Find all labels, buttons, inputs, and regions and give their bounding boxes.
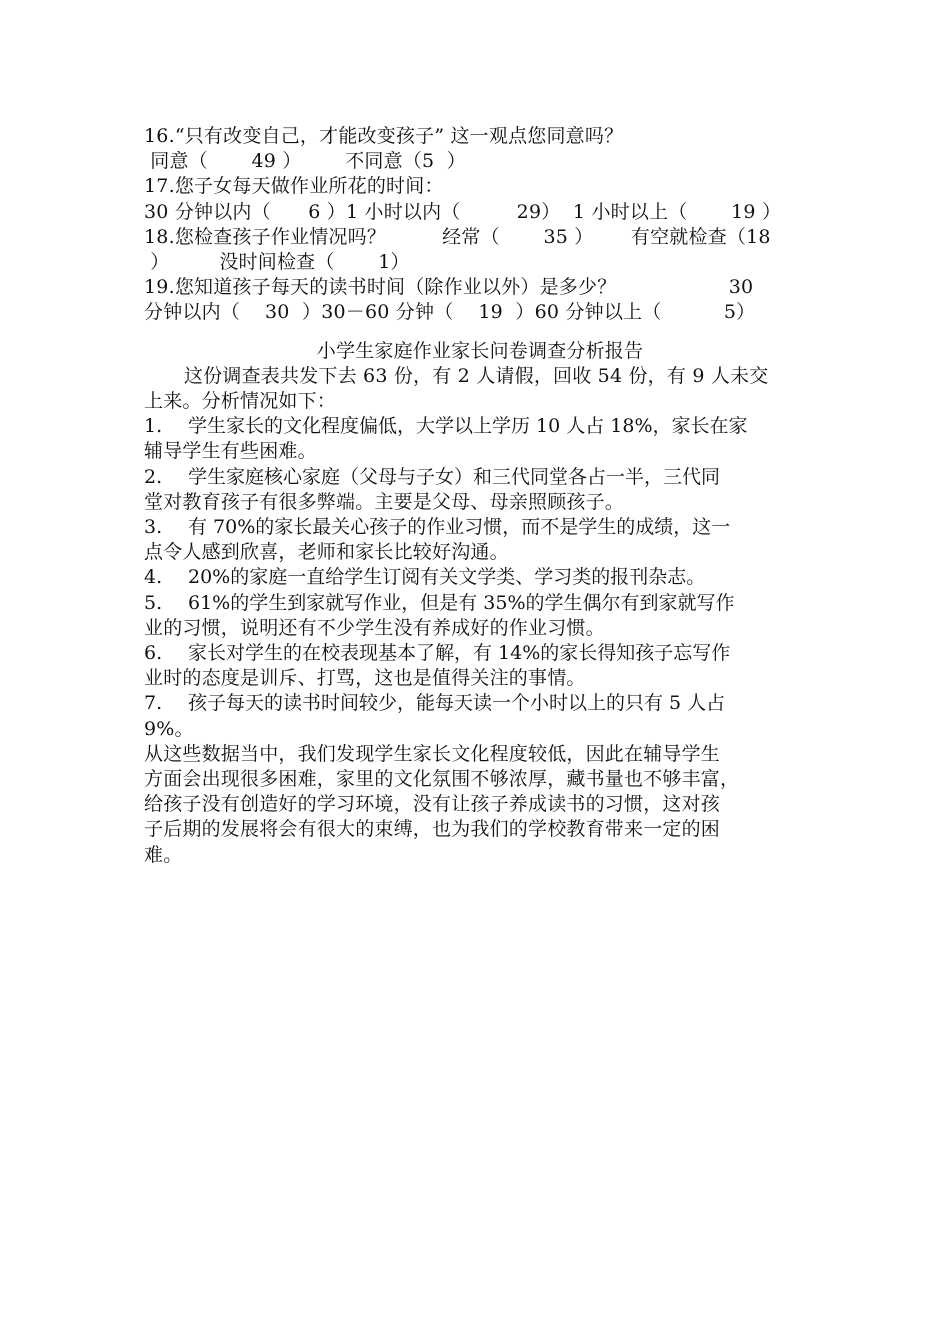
intro-line: 上来。分析情况如下： [144, 390, 337, 413]
item-text: 学生家长的文化程度偏低，大学以上学历 10 人占 18%，家长在家 [188, 415, 748, 438]
item-text-continued: 9%。 [144, 717, 194, 740]
item-text-continued: 辅导学生有些困难。 [144, 440, 317, 463]
question-text: 18.您检查孩子作业情况吗？ 经常（ 35 ） 有空就检查（18 [144, 225, 771, 248]
item-number: 7. [144, 692, 163, 715]
list-item [144, 414, 816, 464]
list-item [144, 691, 816, 741]
item-text: 学生家庭核心家庭（父母与子女）和三代同堂各占一半，三代同 [188, 465, 721, 488]
list-item [144, 515, 816, 565]
conclusion-line: 子后期的发展将会有很大的束缚，也为我们的学校教育带来一定的困 [144, 818, 721, 841]
conclusion-line: 方面会出现很多困难，家里的文化氛围不够浓厚，藏书量也不够丰富， [144, 768, 740, 791]
item-text: 家长对学生的在校表现基本了解，有 14%的家长得知孩子忘写作 [188, 642, 731, 665]
item-text-continued: 业的习惯，说明还有不少学生没有养成好的作业习惯。 [144, 616, 605, 639]
item-text: 20%的家庭一直给学生订阅有关文学类、学习类的报刊杂志。 [188, 566, 706, 589]
item-text-continued: 堂对教育孩子有很多弊端。主要是父母、母亲照顾孩子。 [144, 490, 625, 513]
findings-list [144, 414, 816, 742]
item-text: 孩子每天的读书时间较少，能每天读一个小时以上的只有 5 人占 [188, 692, 726, 715]
question-answers: 分钟以内（ 30 ）30－60 分钟（ 19 ）60 分钟以上（ 5） [144, 301, 756, 324]
conclusion-line: 给孩子没有创造好的学习环境，没有让孩子养成读书的习惯，这对孩 [144, 793, 721, 816]
item-text-continued: 点令人感到欣喜，老师和家长比较好沟通。 [144, 541, 509, 564]
question-17 [144, 174, 816, 224]
conclusion-line: 从这些数据当中，我们发现学生家长文化程度较低，因此在辅导学生 [144, 742, 721, 765]
question-answers: 30 分钟以内（ 6 ）1 小时以内（ 29） 1 小时以上（ 19 ） [144, 200, 782, 223]
question-answers: ） 没时间检查（ 1） [144, 251, 410, 274]
question-text: 17.您子女每天做作业所花的时间： [144, 175, 444, 198]
item-text: 有 70%的家长最关心孩子的作业习惯，而不是学生的成绩，这一 [188, 516, 731, 539]
item-number: 5. [144, 591, 163, 614]
list-item [144, 641, 816, 691]
item-number: 2. [144, 465, 163, 488]
item-number: 1. [144, 415, 163, 438]
conclusion-line: 难。 [144, 843, 183, 866]
list-item [144, 591, 816, 641]
question-16 [144, 124, 816, 174]
item-number: 3. [144, 516, 163, 539]
question-18 [144, 225, 816, 275]
question-text: 19.您知道孩子每天的读书时间（除作业以外）是多少？ 30 [144, 276, 754, 299]
intro-line: 这份调查表共发下去 63 份，有 2 人请假，回收 54 份，有 9 人未交 [184, 364, 769, 387]
list-item [144, 465, 816, 515]
list-item [144, 565, 816, 590]
report-intro [144, 364, 816, 414]
question-19 [144, 275, 816, 325]
report-title: 小学生家庭作业家长问卷调查分析报告 [316, 339, 644, 362]
question-text: 16.“只有改变自己，才能改变孩子” 这一观点您同意吗？ [144, 125, 624, 147]
item-number: 6. [144, 642, 163, 665]
question-answers: 同意（ 49 ） 不同意（5 ） [144, 150, 466, 173]
item-text-continued: 业时的态度是训斥、打骂，这也是值得关注的事情。 [144, 667, 586, 690]
item-text: 61%的学生到家就写作业，但是有 35%的学生偶尔有到家就写作 [188, 591, 735, 614]
document-page [144, 124, 816, 868]
item-number: 4. [144, 566, 163, 589]
report-conclusion [144, 742, 816, 868]
